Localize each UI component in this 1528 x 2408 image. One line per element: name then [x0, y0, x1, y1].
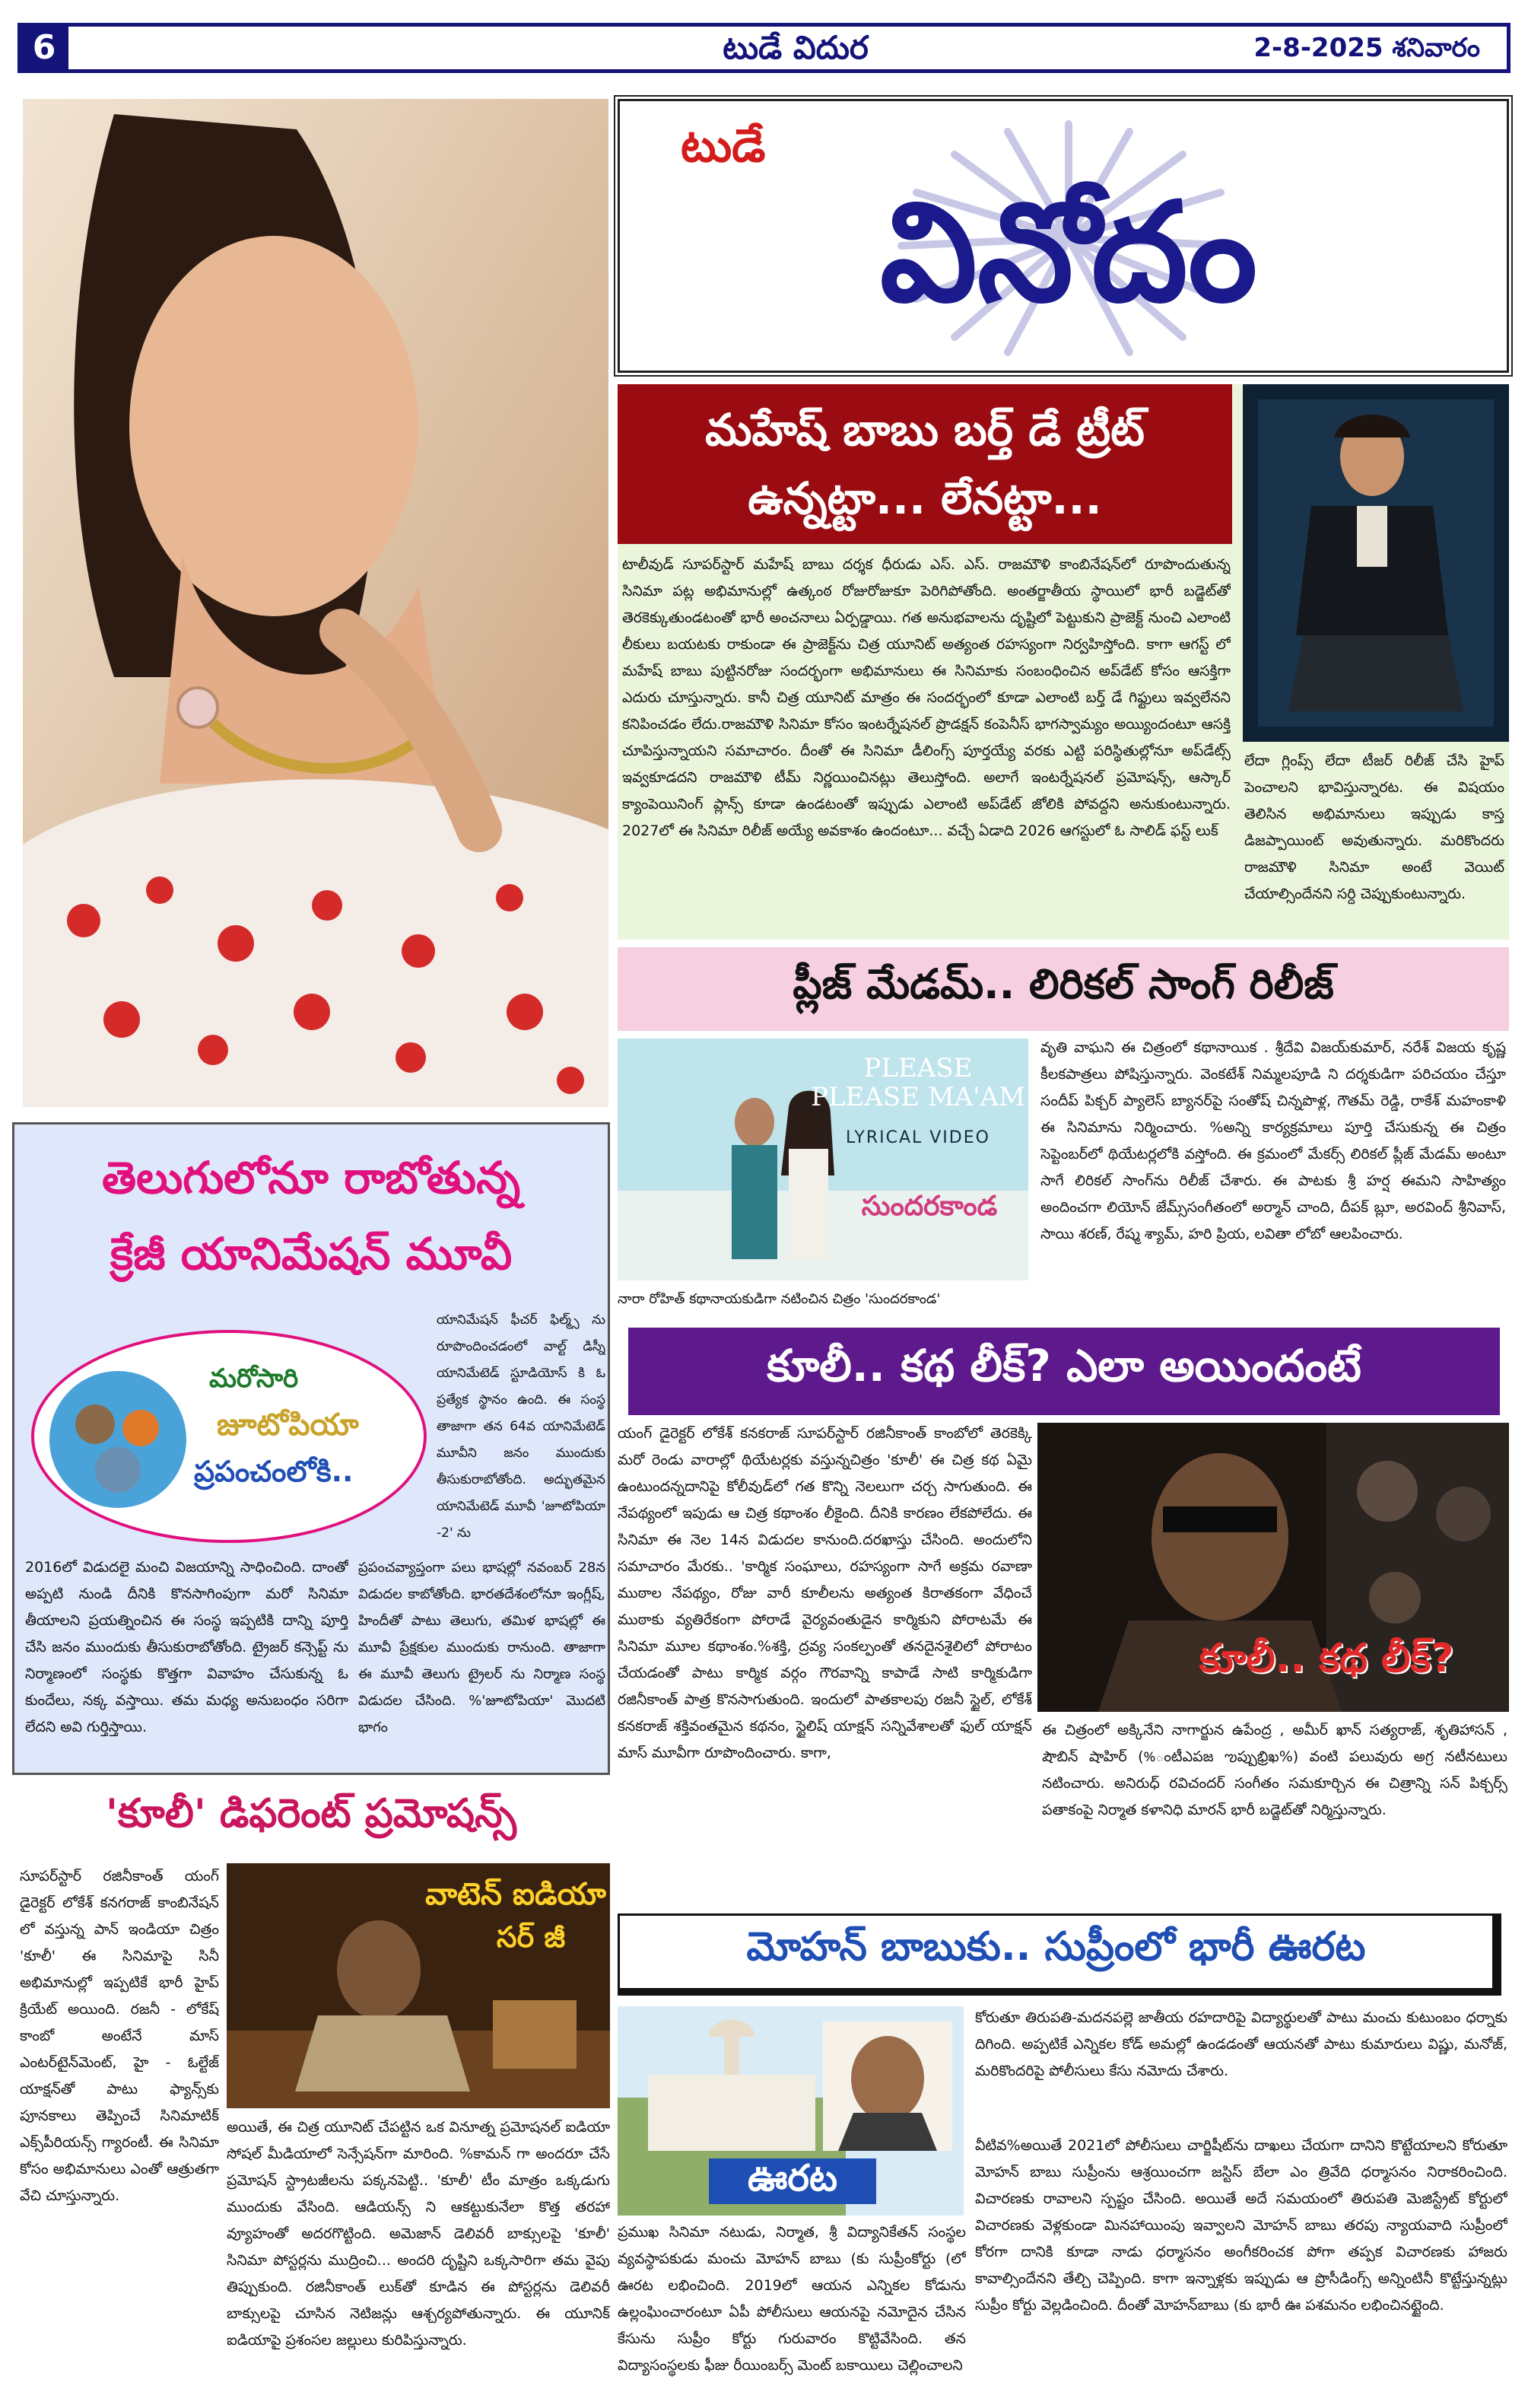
headline-zootopia-line1: తెలుగులోనూ రాబోతున్న: [101, 1152, 521, 1204]
poster-line1: వాటెన్ ఐడియా: [425, 1877, 606, 1912]
headline-mohan-babu: మోహన్ బాబుకు.. సుప్రీంలో భారీ ఊరట: [618, 1913, 1501, 1996]
story-zootopia: [12, 1122, 610, 1775]
zootopia-body-right: ప్రపంచవ్యాప్తంగా పలు భాషల్లో నవంబర్ 28న విడుదల కాబోతోంది. భారతదేశంలోనూ ఇంగ్లీష్, హిందీతో పాటు తెలుగు, తమిళ భాషల్లో ఈ మూవీ ప్రేక్షకుల ముందుకు రానుంది. తాజాగా ఈ మూవీ తెలుగు ట్రైలర్ ను నిర్మాణ సంస్థ విడుదల చేసింది. %'జూటోపియా' మొదటి భాగం: [358, 1560, 605, 1735]
mohan-babu-body-right-top: కోరుతూ తిరుపతి-మదనపల్లె జాతీయ రహదారిపై విద్యార్థులతో పాటు మంచు కుటుంబం ధర్నాకు దిగింది. అప్పటికే ఎన్నికల కోడ్ అమల్లో ఉండడంతో ఆయనతో పాటు కుమారులు విష్ణు, మనోజ్, మరికొందరిపై పోలీసులు కేసు నమోదు చేశారు.: [975, 2009, 1507, 2079]
headline-mahesh-line2: ఉన్నట్టా... లేనట్టా...: [748, 472, 1102, 524]
mahesh-body-main: టాలీవుడ్ సూపర్‌స్టార్ మహేష్ బాబు దర్శక ధీరుడు ఎస్. ఎస్. రాజమౌళి కాంబినేషన్‌లో రూపొందుతున్న సినిమా పట్ల అభిమానుల్లో ఉత్కంఠ రోజురోజుకూ పెరిగిపోతోంది. అంతర్జాతీయ స్థాయిలో భారీ బడ్జెట్‌తో తెరకెక్కుతుండటంతో భారీ అంచనాలు ఏర్పడ్డాయి. గత అనుభవాలను దృష్టిలో పెట్టుకుని ప్రాజెక్ట్ నుంచి ఎలాంటి లీకులు బయటకు రాకుండా ఈ ప్రాజెక్ట్‌ను చిత్ర యూనిట్ అత్యంత రహస్యంగా నిర్వహిస్తోంది. కాగా ఆగస్ట్ లో మహేష్ బాబు పుట్టినరోజు సందర్భంగా అభిమానులు ఈ సినిమాకు సంబంధించిన అప్‌డేట్ కోసం ఆసక్తిగా ఎదురు చూస్తున్నారు. కానీ చిత్ర యూనిట్ మాత్రం ఈ సందర్భంలో కూడా ఎలాంటి బర్త్ డే గిఫ్టులు ఇవ్వలేనని కనిపించడం లేదు.రాజమౌళి సినిమా కోసం ఇంటర్నేషనల్ ప్రొడక్షన్ కంపెనీస్ భాగస్వామ్యం అయ్యిందంటూ ఆసక్తి చూపిస్తున్నాయని సమాచారం. దీంతో ఈ సినిమా డీలింగ్స్ పూర్తయ్యే వరకు ఎట్టి పరిస్థితుల్లోనూ అప్‌డేట్స్ ఇవ్వకూడదని రాజమౌళి టీమ్ నిర్ణయించినట్లు తెలుస్తోంది. అలాగే ఇంటర్నేషనల్ ప్రమోషన్స్, ఆస్కార్ క్యాంపెయినింగ్ ప్లాన్స్ కూడా ఉండటంతో ఇప్పుడు ఎలాంటి అప్‌డేట్ జోలికి పోవద్దని అనుకుంటున్నారు. 2027లో ఈ సినిమా రిలీజ్ అయ్యే అవకాశం ఉందంటూ... వచ్చే ఏడాది 2026 ఆగస్టులో ఓ సాలిడ్ ఫస్ట్ లుక్: [622, 556, 1231, 839]
paper-name: టుడే విదుర: [723, 29, 869, 66]
story-coolie-leak: [618, 1328, 1509, 1906]
supreme-court-poster-text: ఊరట: [747, 2157, 838, 2200]
poster-film-logo: సుందరకాండ: [861, 1191, 998, 1222]
story-mahesh: [618, 384, 1509, 940]
masthead: [17, 23, 1511, 73]
please-madam-body: వృతి వాఘని ఈ చిత్రంలో కథానాయిక . శ్రీదేవి విజయ్‌కుమార్, నరేశ్ విజయ కృష్ణ కీలకపాత్రలు పోషిస్తున్నారు. వెంకటేశ్ నిమ్మలపూడి ని దర్శకుడిగా పరిచయం చేస్తూ సందీప్ పిక్చర్ ప్యాలెస్ బ్యానర్‌పై సంతోష్ చిన్నపొళ్ల, గౌతమ్ రెడ్డి, రాకేశ్ మహంకాళి ఈ సినిమాను నిర్మించారు. %అన్ని కార్యక్రమాలు పూర్తి చేసుకున్న ఈ చిత్రం సెప్టెంబర్‌లో థియేటర్లలోకి వస్తోంది. ఈ క్రమంలో మేకర్స్ లిరికల్ ప్లీజ్ మేడమ్ అంటూ సాగే లిరికల్ సాంగ్‌ను రిలీజ్ చేశారు. ఈ పాటకు శ్రీ హర్ష ఈమని సాహిత్యం అందించగా లియోన్ జేమ్స్‌సంగీతంలో అర్మాన్ చాంది, దీపక్ బ్లూ, అరవింద్ శ్రీనివాస్, సాయి శరణ్, రేష్మ శ్యామ్, హరి ప్రియ, లవితా లోబో ఆలపించారు.: [1040, 1039, 1506, 1242]
zootopia-badge: [31, 1330, 427, 1543]
badge-line1: మరోసారి: [209, 1363, 299, 1394]
poster-line2: సర్ జీ: [496, 1920, 566, 1954]
coolie-promotions-body-right: అయితే, ఈ చిత్ర యూనిట్ చేపట్టిన ఒక వినూత్న ప్రమోషనల్ ఐడియా సోషల్ మీడియాలో సెన్సేషన్‌గా మారింది. %కామన్ గా అందరూ చేసే ప్రమోషన్ స్ట్రాటజీలను పక్కనపెట్టి.. 'కూలీ' టీం మాత్రం ఒక్కడుగు ముందుకు వేసింది. ఆడియన్స్ ని ఆకట్టుకునేలా కొత్త తరహా వ్యూహంతో అదరగొట్టింది. అమెజాన్ డెలివరీ బాక్సులపై 'కూలీ' సినిమా పోస్టర్లను ముద్రించి... అందరి దృష్టిని ఒక్కసారిగా తమ వైపు తిప్పుకుంది. రజినీకాంత్ లుక్‌తో కూడిన ఈ పోస్టర్లను డెలివరీ బాక్సులపై చూసిన నెటిజన్లు ఆశ్చర్యపోతున్నారు. ఈ యూనిక్ ఐడియాపై ప్రశంసల జల్లులు కురిపిస్తున్నారు.: [227, 2119, 610, 2349]
story-please-madam: [618, 947, 1509, 1316]
logo-big-text: వినోదం: [879, 173, 1258, 332]
headline-coolie-promotions: 'కూలీ' డిఫరెంట్ ప్రమోషన్స్: [105, 1790, 517, 1837]
coolie-leak-body-side: ఈ చిత్రంలో అక్కినేని నాగార్జున ఉపేంద్ర , అమీర్ ఖాన్ సత్యరాజ్, శృతిహాసన్ , షౌబిన్ షాహిర్ (%ంటీఎపజ ఌప్పుభ్రిఖ%) వంటి పలువురు అగ్ర నటీనటులు నటించారు. అనిరుధ్ రవిచందర్ సంగీతం సమకూర్చిన ఈ చిత్రాన్ని సన్ పిక్చర్స్ పతాకంపై నిర్మాత కళానిధి మారన్ భారీ బడ్జెట్‌తో నిర్మిస్తున్నారు.: [1042, 1722, 1507, 1818]
badge-line3: ప్రపంచంలోకి..: [194, 1455, 354, 1488]
zootopia-body-side: యానిమేషన్ ఫీచర్ ఫిల్మ్స్ ను రూపొందించడంలో వాల్ట్ డిస్నీ యానిమేటెడ్ స్టూడియోస్ కి ఓ ప్రత్యేక స్థానం ఉంది. ఈ సంస్థ తాజాగా తన 64వ యానిమేటెడ్ మూవీని జనం ముందుకు తీసుకురాబోతోంది. అద్భుతమైన యానిమేటెడ్ మూవీ 'జూటోపియా -2' ను: [437, 1312, 605, 1541]
zootopia-body-left: 2016లో విడుదలై మంచి విజయాన్ని సాధించింది. దాంతో అప్పటి నుండి దీనికి కొనసాగింపుగా మరో సినిమా తీయాలని ప్రయత్నించిన ఈ సంస్థ ఇప్పటికి దాన్ని పూర్తి చేసి జనం ముందుకు తీసుకురాబోతోంది. ట్రైజర్ కన్సెప్ట్ ను నిర్మాణంలో సంస్థకు కొత్తగా వివాహం చేసుకున్న ఓ కుందేలు, నక్క వస్తాయి. తమ మధ్య అనుబంధం సరిగా లేదని అవి గుర్తిస్తాయి.: [25, 1559, 348, 1735]
coolie-leak-body-main: యంగ్ డైరెక్టర్ లోకేశ్ కనకరాజ్ సూపర్‌స్టార్ రజినీకాంత్ కాంబోలో తెరకెక్కి మరో రెండు వారాల్లో థియేటర్లకు వస్తున్నచిత్రం 'కూలీ' ఈ చిత్ర కథ ఏమై ఉంటుందన్నదానిపై కోలీవుడ్‌లో గత కొన్ని నెలలుగా చర్చ సాగుతుంది. ఈ నేపథ్యంలో ఇపుడు ఆ చిత్ర కథాంశం లీకైంది. దీనికి కారణం లేకపోలేదు. ఈ సినిమా ఈ నెల 14న విడుదల కానుంది.దరఖాస్తు చేసింది. అందులోని సమాచారం మేరకు.. 'కార్మిక సంఘాలు, రహస్యంగా సాగే అక్రమ రవాణా ముఠాల నేపథ్యం, రోజు వారీ కూలీలను అత్యంత కిరాతకంగా వేధించే ముఠాకు వ్యతిరేకంగా పోరాడే వైర్యవంతుడైన కార్మికుని పోరాటమే ఈ సినిమా మూల కథాంశం.%శక్తి, ద్రవ్య సంకల్పంతో తనదైనశైలిలో పోరాటం చేయడంతో పాటు కార్మిక వర్గం గౌరవాన్ని కాపాడే సాటి కార్మికుడిగా రజినీకాంత్ పాత్ర కొనసాగుతుంది. ఇందులో పాతకాలపు రజనీ స్టైల్, లోకేశ్ కనకరాజ్ శక్తివంతమైన కథనం, స్టైలిష్ యాక్షన్ సన్నివేశాలతో ఫుల్ యాక్షన్ మాస్ మూవీగా రూపొందించారు. కాగా,: [618, 1425, 1032, 1761]
actress-photo: [23, 99, 608, 1107]
headline-coolie-leak: కూలీ.. కథ లీక్? ఎలా అయిందంటే: [628, 1328, 1500, 1415]
masthead-date: 2-8-2025 శనివారం: [1253, 33, 1480, 63]
story-coolie-promotions: [12, 1784, 610, 2393]
headline-zootopia-line2: క్రేజీ యానిమేషన్ మూవీ: [110, 1228, 513, 1280]
coolie-promotions-poster: [227, 1863, 610, 2108]
headline-please-madam: ప్లీజ్ మేడమ్.. లిరికల్ సాంగ్ రిలీజ్: [618, 947, 1509, 1031]
mohan-babu-body-left: ప్రముఖ సినిమా నటుడు, నిర్మాత, శ్రీ విద్యానికేతన్ సంస్థల వ్యవస్థాపకుడు మంచు మోహన్ బాబు (కు సుప్రీంకోర్టు (లో ఊరట లభించింది. 2019లో ఆయన ఎన్నికల కోడును ఉల్లంఘించారంటూ ఏపీ పోలీసులు ఆయనపై నమోదైన చేసిన కేసును సుప్రీం కోర్టు గురువారం కొట్టివేసింది. తన విద్యాసంస్థలకు ఫీజు రీయింబర్స్ మెంట్ బకాయిలు చెల్లించాలని: [618, 2224, 966, 2374]
supreme-court-photo: [618, 2006, 964, 2216]
poster-title: PLEASE PLEASE MA'AM: [811, 1053, 1025, 1112]
coolie-promotions-body-left: సూపర్‌స్టార్ రజినీకాంత్ యంగ్ డైరెక్టర్ లోకేశ్ కనగరాజ్ కాంబినేషన్ లో వస్తున్న పాన్ ఇండియా చిత్రం 'కూలీ' ఈ సినిమాపై సినీ అభిమానుల్లో ఇప్పటికే భారీ హైప్ క్రియేట్ అయింది. రజనీ - లోకేష్ కాంబో అంటేనే మాస్ ఎంటర్‌టైన్‌మెంట్, హై - ఓల్టేజ్ యాక్షన్‌తో పాటు ఫ్యాన్స్‌కు పూనకాలు తెప్పించే సినిమాటిక్ ఎక్స్‌పీరియన్స్ గ్యారంటీ. ఈ సినిమా కోసం అభిమానులు ఎంతో ఆత్రుతగా వేచి చూస్తున్నారు.: [20, 1868, 219, 2204]
mahesh-body-side: లేదా గ్లింప్స్ లేదా టీజర్ రిలీజ్ చేసి హైప్ పెంచాలని భావిస్తున్నారట. ఈ విషయం తెలిసిన అభిమానులు ఇప్పుడు కాస్త డిజప్పాయింట్ అవుతున్నారు. మరికొందరు రాజమౌళి సినిమా అంటే వెయిట్ చేయాల్సిందేనని సర్ది చెప్పుకుంటున్నారు.: [1244, 752, 1504, 902]
logo-small-text: టుడే: [681, 119, 766, 173]
mahesh-photo: [1243, 384, 1509, 742]
badge-line2: జూటోపియా: [217, 1408, 359, 1443]
please-madam-caption: నారా రోహిత్ కథానాయకుడిగా నటించిన చిత్రం 'సుందరకాండ': [618, 1291, 941, 1307]
coolie-leak-poster-text: కూలీ.. కథ లీక్?: [1199, 1636, 1454, 1681]
headline-mahesh-line1: మహేష్ బాబు బర్త్ డే ట్రీట్: [705, 404, 1145, 456]
poster-subtitle: LYRICAL VIDEO: [846, 1128, 990, 1147]
headline-zootopia: [14, 1132, 608, 1299]
page-number: 6: [20, 27, 68, 69]
headline-mahesh: [618, 384, 1232, 544]
please-madam-poster: [618, 1039, 1028, 1280]
section-logo: [618, 99, 1509, 373]
coolie-leak-poster: [1037, 1423, 1509, 1712]
mohan-babu-body-right-bottom: వీటివ%అయితే 2021లో పోలీసులు చార్జిషీట్‌ను దాఖలు చేయగా దానిని కొట్టేయాలని కోరుతూ మోహన్ బాబు సుప్రీంను ఆశ్రయించగా జస్టిస్ బేలా ఎం త్రివేది ధర్మాసనం నిరాకరించింది. విచారణకు రావాలని స్పష్టం చేసింది. అయితే అదే సమయంలో తిరుపతి మెజిస్ట్రేట్ కోర్టులో విచారణకు వెళ్లకుండా మినహాయింపు ఇవ్వాలని మోహన్ బాబు తరపు న్యాయవాది సుప్రీంలో కోరగా దానికి కూడా నాడు ధర్మాసనం అంగీకరించక పోగా తప్పక విచారణకు హాజరు కావాల్సిందేనని తేల్చి చెప్పింది. కాగా ఇన్నాళ్లకు ఇప్పుడు ఆ ప్రొసీడింగ్స్ అన్నింటినీ కొట్టేస్తున్నట్లు సుప్రీం కోర్టు వెల్లడించింది. దీంతో మోహన్‌బాబు (కు భారీ ఊ పశమనం లభించినట్టైంది.: [975, 2137, 1507, 2314]
story-mohan-babu: [618, 1913, 1509, 2393]
